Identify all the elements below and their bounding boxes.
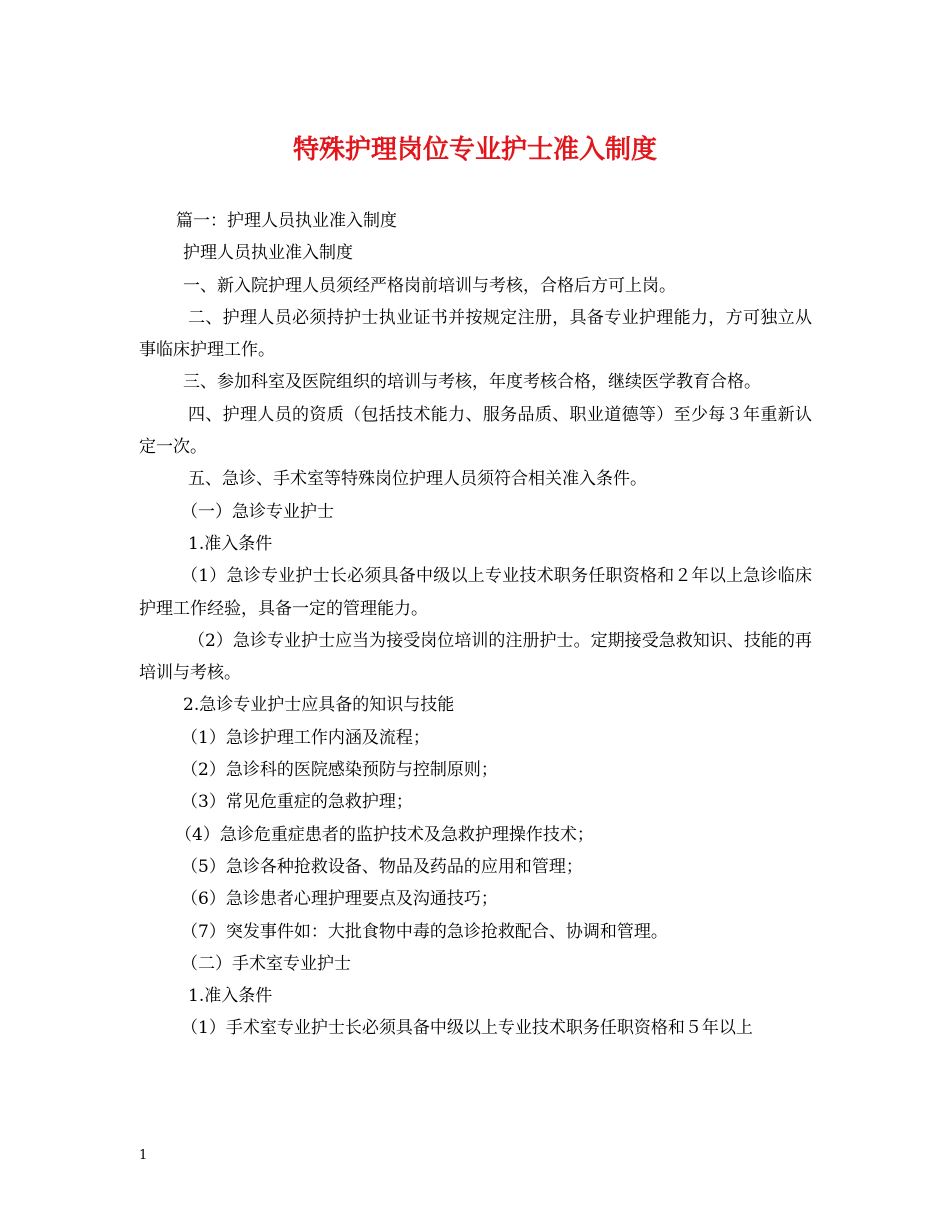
document-title: 特殊护理岗位专业护士准入制度 <box>292 135 657 165</box>
paragraph: （2）急诊科的医院感染预防与控制原则； <box>181 760 498 781</box>
paragraph: （2）急诊专业护士应当为接受岗位培训的注册护士。定期接受急救知识、技能的再培训与考核。 <box>139 630 812 684</box>
paragraph: （二）手术室专业护士 <box>181 953 351 974</box>
paragraph: （6）急诊患者心理护理要点及沟通技巧； <box>181 889 498 910</box>
paragraph: （1）急诊护理工作内涵及流程； <box>181 727 430 748</box>
paragraph: 护理人员执业准入制度 <box>183 243 353 264</box>
paragraph: 一、新入院护理人员须经严格岗前培训与考核，合格后方可上岗。 <box>183 275 676 296</box>
paragraph: 1.准入条件 <box>188 986 273 1007</box>
paragraph: （4）急诊危重症患者的监护技术及急救护理操作技术； <box>175 824 594 845</box>
paragraph: （5）急诊各种抢救设备、物品及药品的应用和管理； <box>181 856 583 877</box>
paragraph: （7）突发事件如：大批食物中毒的急诊抢救配合、协调和管理。 <box>181 921 668 942</box>
paragraph: 篇一：护理人员执业准入制度 <box>176 211 397 231</box>
paragraph: 1.准入条件 <box>188 533 273 554</box>
paragraph: 三、参加科室及医院组织的培训与考核，年度考核合格，继续医学教育合格。 <box>183 372 761 393</box>
paragraph: 2.急诊专业护士应具备的知识与技能 <box>183 695 455 716</box>
paragraph: （1）急诊专业护士长必须具备中级以上专业技术职务任职资格和２年以上急诊临床护理工作经验，具备一定的管理能力。 <box>139 566 812 619</box>
paragraph: （3）常见危重症的急救护理； <box>181 792 413 813</box>
paragraph: （一）急诊专业护士 <box>181 501 334 522</box>
page-number: 1 <box>139 1148 148 1163</box>
paragraph: 五、急诊、手术室等特殊岗位护理人员须符合相关准入条件。 <box>188 469 647 490</box>
paragraph: 四、护理人员的资质（包括技术能力、服务品质、职业道德等）至少每３年重新认定一次。 <box>139 404 812 458</box>
paragraph: （1）手术室专业护士长必须具备中级以上专业技术职务任职资格和５年以上 <box>181 1018 753 1039</box>
paragraph: 二、护理人员必须持护士执业证书并按规定注册，具备专业护理能力，方可独立从事临床护理工作。 <box>139 307 812 361</box>
document-body <box>139 205 812 1045</box>
